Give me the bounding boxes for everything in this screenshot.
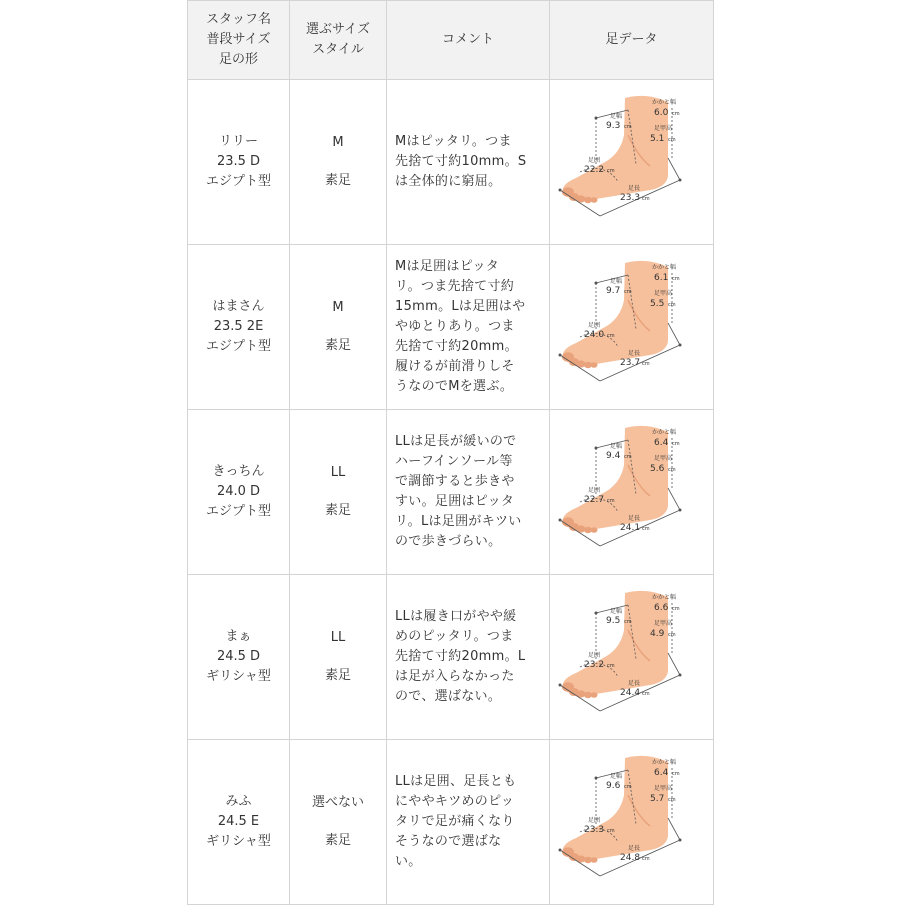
measure-dot xyxy=(679,509,682,512)
size-style-cell xyxy=(290,575,387,740)
style: 素足 xyxy=(324,833,351,848)
instep-name: 足甲高 xyxy=(654,125,673,132)
length-name: 足長 xyxy=(628,350,641,357)
width-name: 足幅 xyxy=(610,773,623,780)
length-unit: cm xyxy=(642,856,650,862)
girth-name: 足囲 xyxy=(588,322,601,329)
heel-name: かかと幅 xyxy=(652,759,677,766)
girth-unit: cm xyxy=(607,168,615,174)
girth-unit: cm xyxy=(607,663,615,669)
instep-value: 5.7 xyxy=(650,794,665,804)
heel-unit: cm xyxy=(672,771,680,777)
measure-dot xyxy=(595,447,598,450)
girth-name: 足囲 xyxy=(588,817,601,824)
comment-line: ので、選ばない。 xyxy=(395,689,502,704)
style: 素足 xyxy=(324,338,351,353)
style: 素足 xyxy=(324,503,351,518)
length-unit: cm xyxy=(642,691,650,697)
foot-diagram xyxy=(550,245,714,409)
width-value: 9.4 xyxy=(606,451,621,461)
size-style-cell xyxy=(290,245,387,410)
toe xyxy=(591,692,598,698)
width-unit: cm xyxy=(624,289,632,295)
comment-line: リ。Lは足囲がキツい xyxy=(395,514,522,529)
foot-shape: エジプト型 xyxy=(205,174,271,189)
comment-line: 15mm。Lは足囲はや xyxy=(395,299,526,314)
chosen-size: LL xyxy=(330,630,346,645)
header-staff-line3: 足の形 xyxy=(218,52,258,67)
length-value: 23.3 xyxy=(620,193,641,203)
length-unit: cm xyxy=(642,361,650,367)
measure-dot xyxy=(679,674,682,677)
table-row xyxy=(188,80,714,245)
staff-name: きっちん xyxy=(212,464,265,479)
measure-dot xyxy=(595,777,598,780)
comment-line: やゆとりあり。つま xyxy=(395,319,515,334)
length-unit: cm xyxy=(642,526,650,532)
size-style-cell xyxy=(290,740,387,905)
header-comment: コメント xyxy=(387,1,550,80)
comment-line: 先捨て寸約20mm。 xyxy=(395,339,518,354)
measure-dot xyxy=(559,849,562,852)
foot-data-cell xyxy=(550,410,714,575)
usual-size: 24.5 D xyxy=(216,649,261,664)
header-staff-line2: 普段サイズ xyxy=(206,32,271,47)
instep-name: 足甲高 xyxy=(654,455,673,462)
heel-unit: cm xyxy=(672,441,680,447)
comment-line: ので歩きづらい。 xyxy=(395,534,502,549)
table-row xyxy=(188,575,714,740)
instep-value: 5.5 xyxy=(650,299,665,309)
usual-size: 23.5 2E xyxy=(213,319,264,334)
length-line-right xyxy=(668,323,680,345)
heel-value: 6.6 xyxy=(654,603,669,613)
length-value: 23.7 xyxy=(620,358,641,368)
foot-data-cell xyxy=(550,740,714,905)
foot-figure xyxy=(550,80,714,244)
length-line-right xyxy=(668,818,680,840)
measure-dot xyxy=(559,354,562,357)
comment-cell xyxy=(387,80,550,245)
staff-cell xyxy=(188,410,290,575)
instep-value: 5.1 xyxy=(650,134,665,144)
measure-dot xyxy=(595,282,598,285)
comment-line: タリで足が痛くなり xyxy=(395,814,515,829)
foot-figure xyxy=(550,740,714,904)
heel-unit: cm xyxy=(672,111,680,117)
heel-unit: cm xyxy=(672,276,680,282)
comment-line: 先捨て寸約20mm。L xyxy=(395,649,526,664)
length-value: 24.8 xyxy=(620,853,641,863)
measure-dot xyxy=(595,612,598,615)
comment-cell xyxy=(387,740,550,905)
usual-size: 24.5 E xyxy=(217,814,260,829)
instep-value: 4.9 xyxy=(650,629,665,639)
heel-value: 6.4 xyxy=(654,438,669,448)
length-name: 足長 xyxy=(628,185,641,192)
length-value: 24.1 xyxy=(620,523,641,533)
chosen-size: M xyxy=(332,135,344,150)
foot-silhouette xyxy=(563,756,668,861)
measure-dot xyxy=(679,839,682,842)
comment-line: LLは足長が緩いので xyxy=(395,434,517,449)
toe xyxy=(591,527,598,533)
width-value: 9.6 xyxy=(606,781,621,791)
staff-cell xyxy=(188,740,290,905)
foot-data-cell xyxy=(550,245,714,410)
girth-value: 23.3 xyxy=(584,825,605,835)
comment-line: は全体的に窮屈。 xyxy=(395,174,502,189)
length-name: 足長 xyxy=(628,680,641,687)
length-name: 足長 xyxy=(628,515,641,522)
width-value: 9.3 xyxy=(606,121,621,131)
toe xyxy=(591,362,598,368)
staff-name: まぁ xyxy=(225,629,252,644)
instep-unit: cm xyxy=(668,467,676,473)
comment-line: LLは履き口がやや緩 xyxy=(395,609,517,624)
girth-name: 足囲 xyxy=(588,157,601,164)
style: 素足 xyxy=(324,668,351,683)
girth-value: 24.0 xyxy=(584,330,605,340)
heel-name: かかと幅 xyxy=(652,429,677,436)
staff-name: みふ xyxy=(225,794,252,809)
instep-value: 5.6 xyxy=(650,464,665,474)
foot-diagram xyxy=(550,80,714,244)
comment-line: めのピッタリ。つま xyxy=(395,629,514,644)
fitting-table xyxy=(187,0,714,905)
width-unit: cm xyxy=(624,784,632,790)
size-style-cell xyxy=(290,410,387,575)
size-style-cell xyxy=(290,80,387,245)
comment-line: そうなので選ばな xyxy=(395,834,502,849)
length-name: 足長 xyxy=(628,845,641,852)
comment-line: Mは足囲はピッタ xyxy=(395,259,500,274)
foot-shape: エジプト型 xyxy=(205,504,271,519)
foot-shape: ギリシャ型 xyxy=(206,834,271,849)
staff-cell xyxy=(188,80,290,245)
instep-unit: cm xyxy=(668,302,676,308)
toe xyxy=(591,197,598,203)
chosen-size: M xyxy=(332,300,344,315)
heel-name: かかと幅 xyxy=(652,264,677,271)
measure-dot xyxy=(559,519,562,522)
heel-value: 6.0 xyxy=(654,108,669,118)
girth-unit: cm xyxy=(607,333,615,339)
foot-figure xyxy=(550,410,714,574)
foot-silhouette xyxy=(563,96,668,201)
width-name: 足幅 xyxy=(610,608,623,615)
heel-name: かかと幅 xyxy=(652,99,677,106)
staff-name: リリー xyxy=(218,134,258,149)
comment-line: い。 xyxy=(395,854,422,869)
girth-name: 足囲 xyxy=(588,487,601,494)
instep-unit: cm xyxy=(668,632,676,638)
heel-value: 6.4 xyxy=(654,768,669,778)
width-unit: cm xyxy=(624,619,632,625)
width-name: 足幅 xyxy=(610,443,623,450)
length-unit: cm xyxy=(642,196,650,202)
header-size-line2: スタイル xyxy=(312,42,364,57)
measure-dot xyxy=(679,179,682,182)
comment-line: リ。つま先捨て寸約 xyxy=(395,279,515,294)
measure-dot xyxy=(559,189,562,192)
foot-diagram xyxy=(550,410,714,574)
header-size-style xyxy=(290,1,387,80)
length-line-right xyxy=(668,653,680,675)
comment-cell xyxy=(387,245,550,410)
foot-data-cell xyxy=(550,575,714,740)
girth-unit: cm xyxy=(607,828,615,834)
comment-line: うなのでMを選ぶ。 xyxy=(395,379,514,394)
length-line-right xyxy=(668,158,680,180)
comment-line: すい。足囲はピッタ xyxy=(395,494,515,509)
foot-diagram xyxy=(550,740,714,904)
foot-diagram xyxy=(550,575,714,739)
measure-dot xyxy=(595,117,598,120)
foot-shape: エジプト型 xyxy=(205,339,271,354)
girth-value: 22.2 xyxy=(584,165,605,175)
foot-silhouette xyxy=(563,591,668,696)
comment-line: 履けるが前滑りしそ xyxy=(395,359,515,374)
comment-cell xyxy=(387,410,550,575)
girth-name: 足囲 xyxy=(588,652,601,659)
girth-value: 22.7 xyxy=(584,495,605,505)
girth-value: 23.2 xyxy=(584,660,605,670)
girth-unit: cm xyxy=(607,498,615,504)
header-row xyxy=(188,1,714,80)
measure-dot xyxy=(679,344,682,347)
instep-name: 足甲高 xyxy=(654,620,673,627)
comment-cell xyxy=(387,575,550,740)
comment-line: Mはピッタリ。つま xyxy=(395,134,512,149)
foot-silhouette xyxy=(563,261,668,366)
style: 素足 xyxy=(324,173,351,188)
width-value: 9.7 xyxy=(606,286,621,296)
staff-cell xyxy=(188,245,290,410)
foot-shape: ギリシャ型 xyxy=(206,669,271,684)
header-size-line1: 選ぶサイズ xyxy=(306,22,370,37)
comment-line: ハーフインソール等 xyxy=(395,454,513,469)
header-staff-line1: スタッフ名 xyxy=(205,12,271,27)
instep-unit: cm xyxy=(668,137,676,143)
usual-size: 23.5 D xyxy=(216,154,261,169)
length-value: 24.4 xyxy=(620,688,641,698)
width-unit: cm xyxy=(624,454,632,460)
instep-name: 足甲高 xyxy=(654,785,673,792)
usual-size: 24.0 D xyxy=(216,484,261,499)
comment-line: LLは足囲、足長とも xyxy=(395,774,517,789)
comment-line: は足が入らなかった xyxy=(395,669,515,684)
chosen-size: LL xyxy=(330,465,346,480)
instep-name: 足甲高 xyxy=(654,290,673,297)
length-line-right xyxy=(668,488,680,510)
table-row xyxy=(188,740,714,905)
foot-figure xyxy=(550,575,714,739)
heel-unit: cm xyxy=(672,606,680,612)
toe xyxy=(591,857,598,863)
foot-figure xyxy=(550,245,714,409)
header-staff xyxy=(188,1,290,80)
staff-name: はまさん xyxy=(212,299,265,314)
table-row xyxy=(188,245,714,410)
measure-dot xyxy=(559,684,562,687)
chosen-size: 選べない xyxy=(311,795,364,810)
comment-line: にややキツめのピッ xyxy=(395,794,515,809)
instep-unit: cm xyxy=(668,797,676,803)
comment-line: 先捨て寸約10mm。S xyxy=(395,154,527,169)
table-row xyxy=(188,410,714,575)
header-foot-data: 足データ xyxy=(550,1,714,80)
comment-line: で調節すると歩きや xyxy=(395,474,515,489)
width-unit: cm xyxy=(624,124,632,130)
width-value: 9.5 xyxy=(606,616,621,626)
heel-name: かかと幅 xyxy=(652,594,677,601)
width-name: 足幅 xyxy=(610,278,623,285)
heel-value: 6.1 xyxy=(654,273,669,283)
staff-cell xyxy=(188,575,290,740)
foot-data-cell xyxy=(550,80,714,245)
foot-silhouette xyxy=(563,426,668,531)
width-name: 足幅 xyxy=(610,113,623,120)
